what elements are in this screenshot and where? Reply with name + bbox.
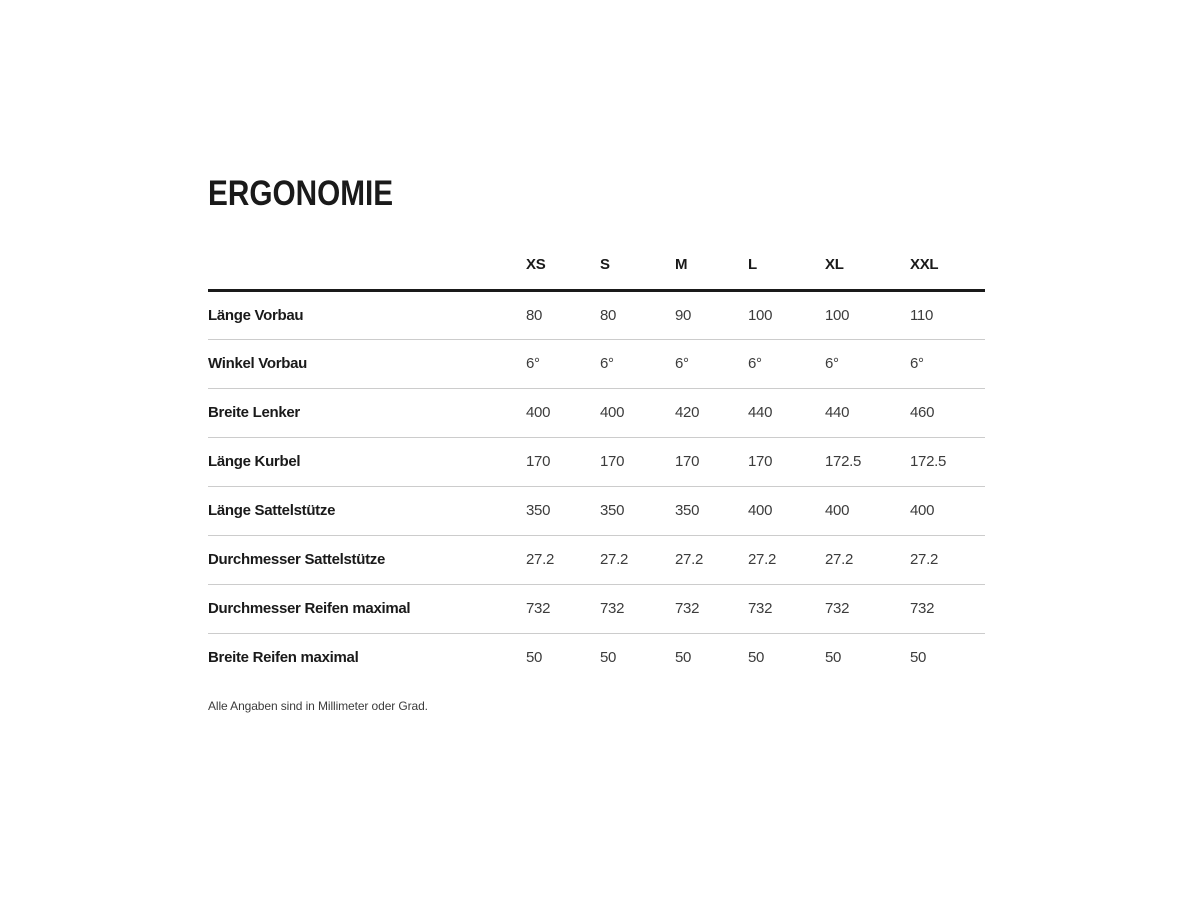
spec-value-cell: 100: [748, 290, 825, 339]
spec-value-cell: 400: [748, 486, 825, 535]
row-label: Breite Lenker: [208, 388, 526, 437]
spec-value-cell: 27.2: [825, 535, 910, 584]
spec-value-cell: 50: [748, 649, 765, 667]
table-header-row: [208, 241, 985, 290]
table-body: [208, 290, 985, 682]
spec-value-cell: 400: [910, 486, 985, 535]
spec-value-cell: 420: [675, 388, 748, 437]
table-row: [208, 486, 985, 535]
table-row: [208, 584, 985, 633]
row-label: Länge Vorbau: [208, 290, 526, 339]
spec-value-cell: 110: [910, 290, 985, 339]
spec-value-cell: 400: [600, 388, 675, 437]
spec-value-cell: 732: [600, 584, 675, 633]
spec-value-cell: 6°: [600, 339, 675, 388]
spec-value-cell: 80: [600, 290, 675, 339]
row-label: Länge Sattelstütze: [208, 486, 526, 535]
size-column-header: XS: [526, 241, 600, 290]
spec-value-cell: 172.5: [825, 437, 910, 486]
section-title: ERGONOMIE: [208, 174, 394, 213]
spec-value-cell: 732: [675, 584, 748, 633]
row-label: Durchmesser Reifen maximal: [208, 584, 526, 633]
spec-value-cell: 170: [675, 437, 748, 486]
size-column-header: L: [748, 241, 825, 290]
spec-value-cell: 400: [825, 486, 910, 535]
spec-value-cell: 27.2: [675, 535, 748, 584]
row-label: Länge Kurbel: [208, 437, 526, 486]
spec-value-cell: 440: [748, 388, 825, 437]
spec-value-cell: 732: [910, 584, 985, 633]
spec-value-cell: 80: [526, 290, 600, 339]
table-row: [208, 388, 985, 437]
spec-value-cell: 27.2: [910, 535, 985, 584]
spec-value-cell: 350: [675, 486, 748, 535]
spec-value-cell: 6°: [910, 339, 985, 388]
spec-value-cell: 172.5: [910, 437, 985, 486]
spec-value-cell: 6°: [825, 339, 910, 388]
spec-value-cell: 170: [526, 437, 600, 486]
row-label: Winkel Vorbau: [208, 339, 526, 388]
spec-value-cell: 50: [910, 649, 927, 667]
spec-value-cell: 50: [526, 649, 543, 667]
units-footnote: Alle Angaben sind in Millimeter oder Grad.: [208, 699, 428, 713]
spec-value-cell: 350: [600, 486, 675, 535]
spec-value-cell: 27.2: [600, 535, 675, 584]
spec-value-cell: 732: [825, 584, 910, 633]
spec-value-cell: 27.2: [748, 535, 825, 584]
spec-value-cell: 732: [526, 584, 600, 633]
spec-value-cell: 90: [675, 290, 748, 339]
row-label: Durchmesser Sattelstütze: [208, 535, 526, 584]
spec-value-cell: 50: [600, 649, 617, 667]
spec-value-cell: 6°: [675, 339, 748, 388]
spec-value-cell: 100: [825, 290, 910, 339]
spec-value-cell: 460: [910, 388, 985, 437]
size-column-header: XL: [825, 241, 910, 290]
spec-value-cell: 50: [675, 649, 692, 667]
spec-value-cell: 50: [825, 649, 842, 667]
size-column-header: S: [600, 241, 675, 290]
spec-value-cell: 6°: [748, 339, 825, 388]
table-row: [208, 339, 985, 388]
spec-value-cell: 6°: [526, 339, 600, 388]
ergonomie-section: [208, 176, 985, 713]
spec-value-cell: 440: [825, 388, 910, 437]
size-column-header: XXL: [910, 241, 985, 290]
spec-value-cell: 350: [526, 486, 600, 535]
table-row: [208, 290, 985, 339]
spec-value-cell: 27.2: [526, 535, 600, 584]
table-row: [208, 437, 985, 486]
spec-value-cell: 170: [600, 437, 675, 486]
spec-value-cell: 732: [748, 584, 825, 633]
table-row: [208, 633, 985, 682]
size-column-header: M: [675, 241, 748, 290]
spec-value-cell: 400: [526, 388, 600, 437]
row-label: Breite Reifen maximal: [208, 649, 359, 667]
table-row: [208, 535, 985, 584]
ergonomics-spec-table: [208, 241, 985, 682]
label-column-header: [208, 241, 526, 290]
spec-value-cell: 170: [748, 437, 825, 486]
